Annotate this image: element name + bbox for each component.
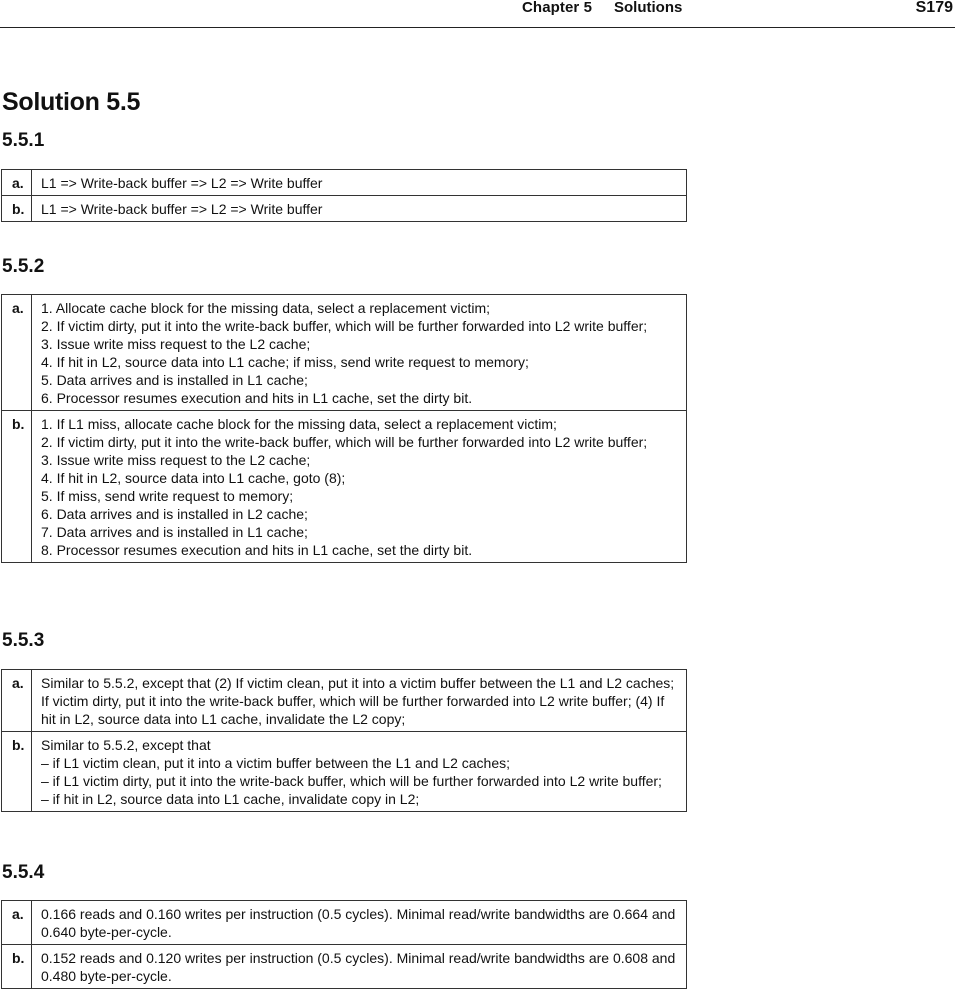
content-line: 6. Processor resumes execution and hits in L1 cache, set the dirty bit. [41, 390, 473, 406]
row-content [32, 411, 687, 563]
content-line: – if L1 victim clean, put it into a victim buffer between the L1 and L2 caches; [41, 755, 511, 771]
heading-5-5-1: 5.5.1 [2, 130, 45, 151]
content-line: 4. If hit in L2, source data into L1 cache, goto (8); [41, 470, 346, 486]
row-label: a. [2, 670, 32, 732]
solution-title: Solution 5.5 [2, 88, 141, 116]
page-number: S179 [915, 0, 953, 16]
content-line: 1. Allocate cache block for the missing data, select a replacement victim; [41, 300, 490, 316]
row-content [32, 295, 687, 411]
table-row [2, 170, 687, 196]
content-line: L1 => Write-back buffer => L2 => Write buffer [41, 201, 323, 217]
content-line: 0.166 reads and 0.160 writes per instruction (0.5 cycles). Minimal read/write bandwidths are 0.664 and 0.640 byte-per-cycle. [41, 906, 676, 940]
content-line: L1 => Write-back buffer => L2 => Write buffer [41, 175, 323, 191]
row-label: b. [2, 732, 32, 812]
row-content [32, 945, 687, 989]
table-5-5-3 [1, 669, 687, 812]
table-5-5-1 [1, 169, 687, 222]
heading-5-5-2: 5.5.2 [2, 256, 45, 277]
content-line: 5. Data arrives and is installed in L1 cache; [41, 372, 308, 388]
content-line: 3. Issue write miss request to the L2 cache; [41, 452, 311, 468]
row-content [32, 170, 687, 196]
row-content [32, 670, 687, 732]
table-row [2, 901, 687, 945]
content-line: 4. If hit in L2, source data into L1 cache; if miss, send write request to memory; [41, 354, 529, 370]
content-line: 5. If miss, send write request to memory; [41, 488, 294, 504]
content-line: 8. Processor resumes execution and hits in L1 cache, set the dirty bit. [41, 542, 473, 558]
content-line: 2. If victim dirty, put it into the write-back buffer, which will be further forwarded into L2 write buffer; [41, 434, 648, 450]
content-line: 1. If L1 miss, allocate cache block for the missing data, select a replacement victim; [41, 416, 557, 432]
row-content [32, 732, 687, 812]
content-line: 7. Data arrives and is installed in L1 cache; [41, 524, 308, 540]
table-row [2, 196, 687, 222]
heading-5-5-3: 5.5.3 [2, 630, 45, 651]
table-row [2, 670, 687, 732]
content-line: – if hit in L2, source data into L1 cache, invalidate copy in L2; [41, 791, 420, 807]
row-content [32, 901, 687, 945]
row-label: a. [2, 901, 32, 945]
row-content [32, 196, 687, 222]
row-label: a. [2, 295, 32, 411]
section-label: Solutions [614, 0, 683, 16]
content-line: Similar to 5.5.2, except that [41, 737, 211, 753]
heading-5-5-4: 5.5.4 [2, 862, 45, 883]
content-line: Similar to 5.5.2, except that (2) If victim clean, put it into a victim buffer between the L1 and L2 caches; If victim dirty, put it into the write-back buffer, which will be further forwarded into L2 write buffer; (4) If hit in L2, source data into L1 cache, invalidate the L2 copy; [41, 675, 675, 727]
table-row [2, 732, 687, 812]
table-row [2, 945, 687, 989]
content-line: 0.152 reads and 0.120 writes per instruction (0.5 cycles). Minimal read/write bandwidths are 0.608 and 0.480 byte-per-cycle. [41, 950, 676, 984]
row-label: b. [2, 945, 32, 989]
running-header [0, 0, 955, 28]
chapter-label: Chapter 5 [522, 0, 593, 16]
row-label: b. [2, 196, 32, 222]
row-label: a. [2, 170, 32, 196]
table-5-5-2 [1, 294, 687, 563]
content-line: 2. If victim dirty, put it into the write-back buffer, which will be further forwarded into L2 write buffer; [41, 318, 648, 334]
table-row [2, 295, 687, 411]
table-5-5-4 [1, 900, 687, 989]
row-label: b. [2, 411, 32, 563]
table-row [2, 411, 687, 563]
content-line: – if L1 victim dirty, put it into the write-back buffer, which will be further forwarded into L2 write buffer; [41, 773, 662, 789]
content-line: 3. Issue write miss request to the L2 cache; [41, 336, 311, 352]
content-line: 6. Data arrives and is installed in L2 cache; [41, 506, 308, 522]
